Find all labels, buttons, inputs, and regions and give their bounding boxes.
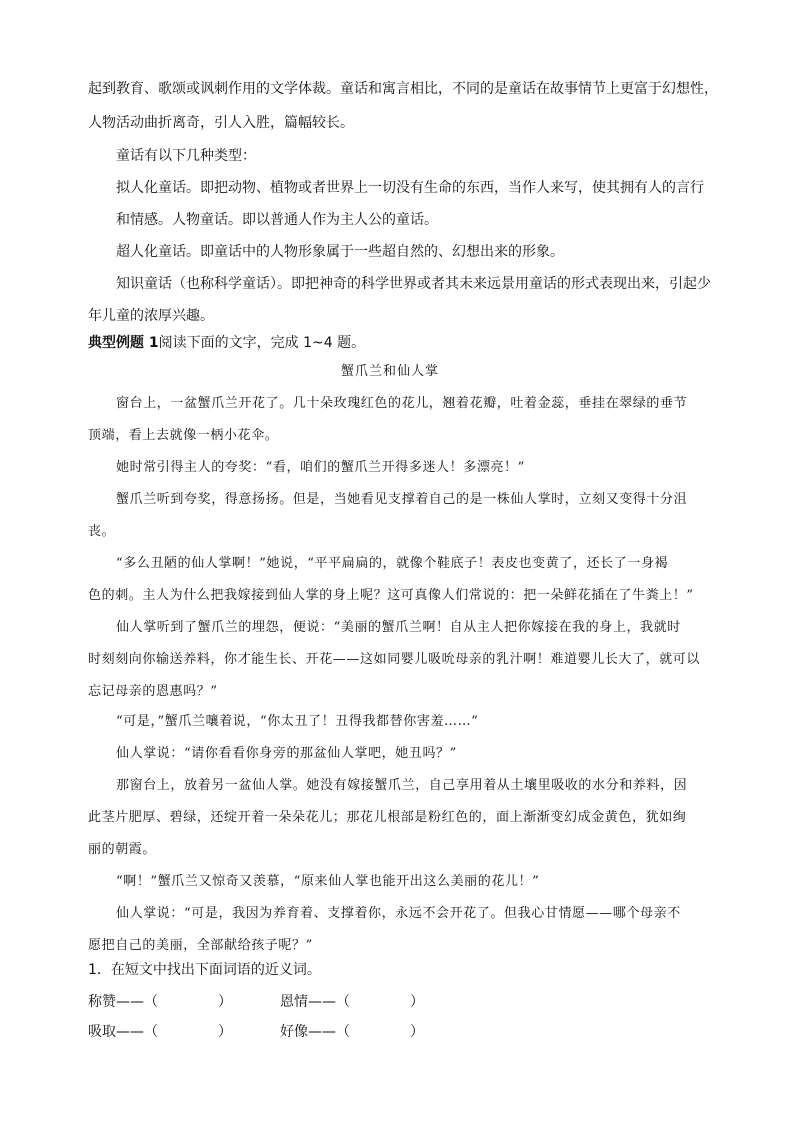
story-p8-c: 丽的朝霞。 — [88, 842, 157, 857]
example-heading — [88, 334, 365, 352]
types-heading: 童话有以下几种类型： — [116, 148, 256, 164]
blank-item[interactable] — [280, 1023, 424, 1041]
story-title: 蟹爪兰和仙人掌 — [341, 364, 440, 379]
story-p1-a: 窗台上，一盆蟹爪兰开花了。几十朵玫瑰红色的花儿，翘着花瓣，吐着金蕊，垂挂在翠绿的垂节 — [116, 396, 688, 411]
type-1-line-a: 拟人化童话。即把动物、植物或者世界上一切没有生命的东西，当作人来写，使其拥有人的言行 — [116, 180, 704, 196]
blank-item[interactable] — [280, 993, 424, 1011]
blank-item[interactable] — [88, 1023, 232, 1041]
story-p6: “可是，”蟹爪兰嚷着说，“你太丑了！丑得我都替你害羞……” — [116, 714, 479, 729]
story-p3-b: 丧。 — [88, 524, 116, 539]
story-p4-b: 色的刺。主人为什么把我嫁接到仙人掌的身上呢？这可真像人们常说的：把一朵鲜花插在了牛粪上！” — [88, 588, 694, 603]
blank-close: ） — [218, 1024, 232, 1040]
example-instruction: 阅读下面的文字，完成 1~4 题。 — [158, 335, 366, 351]
question-1: 1．在短文中找出下面词语的近义词。 — [88, 962, 321, 978]
blank-close: ） — [410, 994, 424, 1010]
blank-word: 好像——（ — [280, 1024, 350, 1040]
story-p8-a: 那窗台上，放着另一盆仙人掌。她没有嫁接蟹爪兰，自己享用着从土壤里吸收的水分和养料，因 — [116, 778, 688, 793]
blank-close: ） — [410, 1024, 424, 1040]
story-p1-b: 顶端，看上去就像一柄小花伞。 — [88, 428, 279, 443]
blank-word: 称赞——（ — [88, 994, 158, 1010]
type-1-line-b: 和情感。人物童话。即以普通人作为主人公的童话。 — [116, 212, 438, 228]
blank-word: 恩情——（ — [280, 994, 350, 1010]
story-p5-c: 忘记母亲的恩惠吗？” — [88, 684, 218, 699]
blank-item[interactable] — [88, 993, 232, 1011]
story-p9: “啊！”蟹爪兰又惊奇又羡慕，“原来仙人掌也能开出这么美丽的花儿！” — [116, 874, 540, 889]
story-p10-a: 仙人掌说：“可是，我因为养育着、支撑着你，永远不会开花了。但我心甘情愿——哪个母亲不 — [116, 906, 681, 921]
story-p7: 仙人掌说：“请你看看你身旁的那盆仙人掌吧，她丑吗？” — [116, 746, 457, 761]
type-3-line-b: 年儿童的浓厚兴趣。 — [88, 308, 214, 324]
story-p5-b: 时刻刻向你输送养料，你才能生长、开花——这如同婴儿吸吮母亲的乳汁啊！难道婴儿长大了，就可以 — [88, 652, 701, 667]
story-p2: 她时常引得主人的夸奖：“看，咱们的蟹爪兰开得多迷人！多漂亮！” — [116, 460, 525, 475]
intro-line-2: 人物活动曲折离奇，引人入胜，篇幅较长。 — [88, 115, 354, 131]
type-3-line-a: 知识童话（也称科学童话）。即把神奇的科学世界或者其未来远景用童话的形式表现出来，引起少 — [116, 276, 711, 292]
blank-close: ） — [218, 994, 232, 1010]
story-p3-a: 蟹爪兰听到夸奖，得意扬扬。但是，当她看见支撑着自己的是一株仙人掌时，立刻又变得十分沮 — [116, 492, 688, 507]
example-label: 典型例题 1 — [88, 335, 159, 351]
type-2-line: 超人化童话。即童话中的人物形象属于一些超自然的、幻想出来的形象。 — [116, 244, 564, 260]
blank-word: 吸取——（ — [88, 1024, 158, 1040]
intro-line-1: 起到教育、歌颂或讽刺作用的文学体裁。童话和寓言相比，不同的是童话在故事情节上更富于幻想性， — [88, 81, 718, 97]
story-p4-a: “多么丑陋的仙人掌啊！”她说，“平平扁扁的，就像个鞋底子！表皮也变黄了，还长了一身褐 — [116, 556, 669, 571]
story-p5-a: 仙人掌听到了蟹爪兰的埋怨，便说：“美丽的蟹爪兰啊！自从主人把你嫁接在我的身上，我就时 — [116, 620, 681, 635]
story-p10-b: 愿把自己的美丽，全部献给孩子呢？” — [88, 938, 313, 953]
story-p8-b: 此茎片肥厚、碧绿，还绽开着一朵朵花儿；那花儿根部是粉红色的，面上渐渐变幻成金黄色，犹如绚 — [88, 810, 687, 825]
